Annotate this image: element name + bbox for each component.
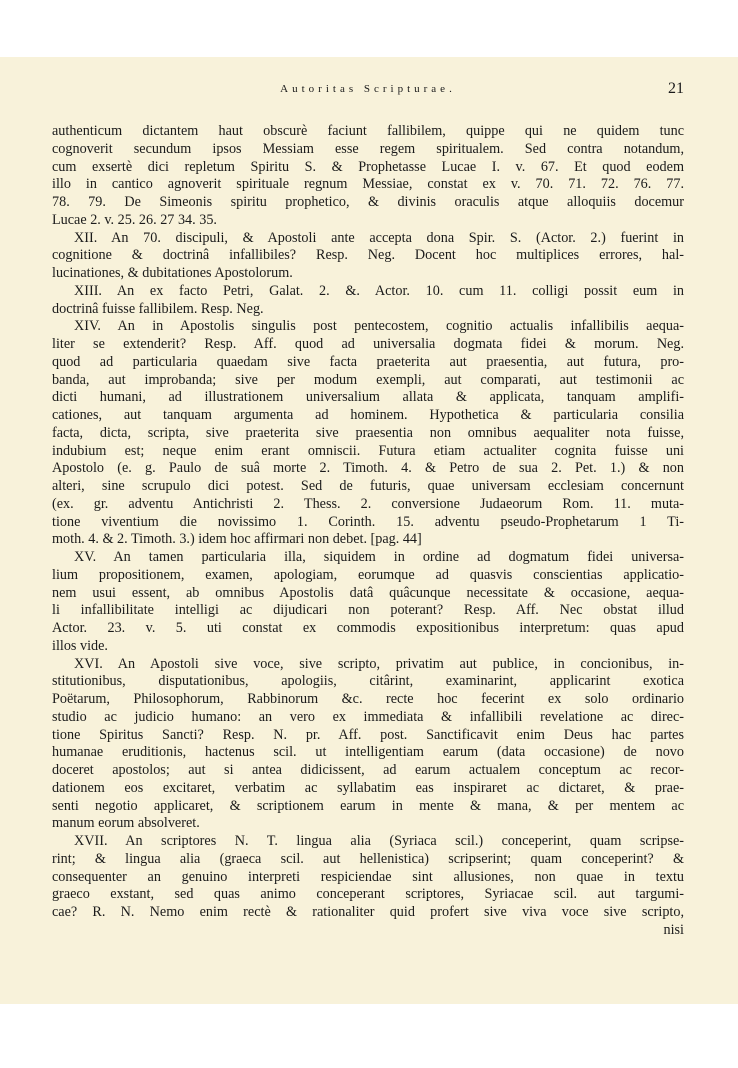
text-line: senti negotio applicaret, & scriptionem earum in mente & mana, & per mentem ac: [52, 797, 684, 814]
text-line: tione viventium die novissimo 1. Corinth. 15. adventu pseudo-Prophetarum 1 Ti-: [52, 513, 684, 530]
text-line: tione Spiritus Sancti? Resp. N. pr. Aff. post. Sanctificavit enim Deus hac partes: [52, 726, 684, 743]
text-line: cationes, aut tanquam argumenta ad hominem. Hypothetica & particularia consilia: [52, 407, 684, 423]
book-page: [0, 57, 738, 1004]
text-line: banda, aut improbanda; sive per modum exempli, aut comparati, aut testimonii ac: [52, 371, 684, 388]
text-line: authenticum dictantem haut obscurè faciunt fallibilem, quippe qui ne quidem tunc: [52, 123, 684, 139]
text-line: cognoverit secundum ipsos Messiam esse regem spiritualem. Sed contra notandum,: [52, 140, 684, 157]
text-line: illos vide.: [52, 637, 108, 654]
text-line: studio ac judicio humano: an vero ex immediata & infallibili revelatione ac direc-: [52, 708, 684, 725]
text-line: stitutionibus, disputationibus, apologiis, citârint, examinarint, applicarint exotica: [52, 673, 684, 690]
running-title: Autoritas Scripturae.: [280, 83, 456, 95]
text-line: (ex. gr. adventu Antichristi 2. Thess. 2. conversione Judaeorum Rom. 11. muta-: [52, 495, 684, 512]
page-header: [52, 80, 684, 103]
catchword: nisi: [663, 921, 684, 938]
text-line: XIII. An ex facto Petri, Galat. 2. &. Actor. 10. cum 11. colligi possit eum in: [74, 282, 684, 299]
body-text: [52, 123, 684, 940]
text-line: Apostolo (e. g. Paulo de suâ morte 2. Timoth. 4. & Petro de sua 2. Pet. 1.) & non: [52, 460, 684, 477]
page-number: 21: [668, 80, 684, 97]
text-line: XV. An tamen particularia illa, siquidem in ordine ad dogmatum fidei universa-: [74, 549, 684, 565]
text-line: rint; & lingua alia (graeca scil. aut hellenistica) scripserint; quam conceperint? &: [52, 850, 684, 867]
text-line: liter se extenderit? Resp. Aff. quod ad universalia dogmata fidei & morum. Neg.: [52, 336, 684, 352]
text-line: Poëtarum, Philosophorum, Rabbinorum &c. recte hoc fecerint ex solo ordinario: [52, 691, 684, 707]
text-line: nem usui essent, ab omnibus Apostolis datâ quâcunque necessitate & occasione, aequa-: [52, 584, 684, 601]
text-line: quod ad particularia quaedam sive facta praeterita aut praesentia, aut futura, pro-: [52, 353, 684, 370]
text-line: XII. An 70. discipuli, & Apostoli ante accepta dona Spir. S. (Actor. 2.) fuerint in: [74, 229, 684, 246]
text-line: lucinationes, & dubitationes Apostolorum.: [52, 265, 293, 281]
text-line: XIV. An in Apostolis singulis post pentecostem, cognitio actualis infallibilis aequa-: [74, 318, 684, 335]
text-line: cognitione & doctrinâ infallibiles? Resp. Neg. Docent hoc multiplices errores, hal-: [52, 247, 684, 264]
text-line: humanae eruditionis, hactenus scil. ut intelligentiam earum (data occasione) de novo: [52, 744, 684, 761]
text-line: graeco exstant, sed quas animo conceperant scriptores, Syriacae scil. aut targumi-: [52, 886, 684, 903]
text-line: doceret apostolos; aut si antea didicissent, ad earum actualem conceptum ac recor-: [52, 762, 684, 778]
text-line: li infallibilitate intelligi ac dijudicari non poterant? Resp. Aff. Nec obstat illud: [52, 602, 684, 619]
text-line: cae? R. N. Nemo enim rectè & rationaliter quid profert sive viva voce sive scripto,: [52, 904, 684, 920]
text-line: Actor. 23. v. 5. uti constat ex commodis expositionibus interpretum: quas apud: [52, 620, 684, 636]
text-line: lium propositionem, examen, apologiam, eorumque ad quasvis conscientias applicatio-: [52, 566, 684, 583]
text-line: dationem eos excitaret, verbatim ac syllabatim eas inspiraret ac dictaret, & prae-: [52, 779, 684, 796]
text-line: moth. 4. & 2. Timoth. 3.) idem hoc affirmari non debet. [pag. 44]: [52, 531, 422, 548]
text-line: manum eorum absolveret.: [52, 815, 200, 832]
text-line: indubium est; neque enim erant omniscii. Futura etiam actualiter cognita fuisse uni: [52, 442, 684, 459]
text-line: XVII. An scriptores N. T. lingua alia (Syriaca scil.) conceperint, quam scripse-: [74, 833, 684, 849]
text-line: 78. 79. De Simeonis spiritu prophetico, & divinis oraculis atque alloquiis docemur: [52, 194, 684, 210]
text-line: illo in cantico agnoverit spirituale regnum Messiae, constat ex v. 70. 71. 72. 76. 77.: [52, 176, 684, 193]
text-line: alteri, sine scrupulo dici potest. Sed de futuris, quae universam ecclesiam concernunt: [52, 478, 684, 494]
text-line: Lucae 2. v. 25. 26. 27 34. 35.: [52, 211, 217, 228]
text-line: cum exsertè dici repletum Spiritu S. & Prophetasse Lucae I. v. 67. Et quod eodem: [52, 158, 684, 175]
text-line: doctrinâ fuisse fallibilem. Resp. Neg.: [52, 300, 264, 317]
text-line: facta, dicta, scripta, sive praeterita sive praesentia non omnibus aequaliter nota fuisse,: [52, 424, 684, 441]
text-line: dicti humani, ad illustrationem universalium allata & applicata, tanquam amplifi-: [52, 389, 684, 406]
text-line: XVI. An Apostoli sive voce, sive scripto, privatim aut publice, in concionibus, in-: [74, 655, 684, 672]
text-line: consequenter an genuino interpreti respiciendae sint allusiones, non quae in textu: [52, 868, 684, 885]
